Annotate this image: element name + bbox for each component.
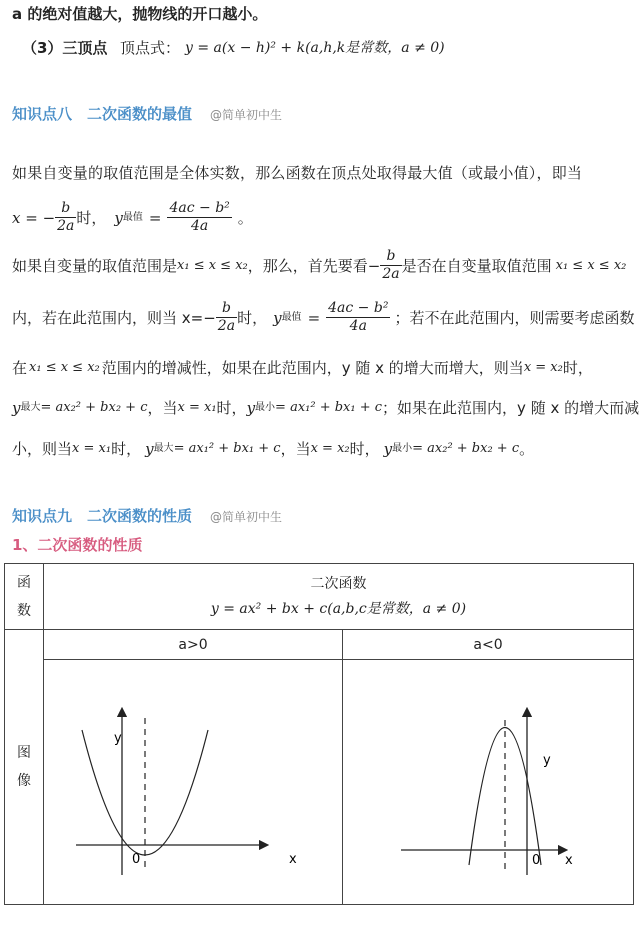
p6-text-b: 时， bbox=[111, 440, 142, 458]
p1-when: 时， bbox=[76, 208, 107, 227]
p6-ymax: y bbox=[145, 440, 154, 458]
p4-range: x₁ ≤ x ≤ x₂ bbox=[29, 360, 100, 375]
function-title: 二次函数 bbox=[310, 575, 367, 592]
p2-fraction-b-2a: $\frac{b}{2a}$ bbox=[382, 248, 400, 282]
table-row bbox=[5, 630, 634, 660]
subsection-heading: 1、二次函数的性质 bbox=[12, 536, 143, 554]
p1-y-sub: 最值 bbox=[122, 211, 143, 223]
p5-ymax: y bbox=[12, 399, 21, 417]
p1-end: 。 bbox=[237, 208, 253, 227]
p5-ymax-sub: 最大 bbox=[20, 402, 41, 413]
p5-f2: = ax₁² + bx₁ + c bbox=[275, 400, 383, 415]
p2-text-c: 是否在自变量取值范围 bbox=[401, 256, 552, 275]
parabola-upward-graph bbox=[44, 660, 342, 900]
p6-text-e: 。 bbox=[519, 440, 535, 458]
origin-label: 0 bbox=[532, 853, 541, 868]
table-row bbox=[5, 660, 634, 905]
function-definition-cell bbox=[44, 564, 634, 630]
paragraph-1: 如果自变量的取值范围是全体实数，那么函数在顶点处取得最大值（或最小值），即当 bbox=[12, 164, 583, 182]
function-formula: y = ax² + bx + c(a,b,c是常数，a ≠ 0) bbox=[210, 600, 467, 617]
y-label: y bbox=[114, 731, 122, 746]
p3-y: y bbox=[273, 308, 282, 327]
p3-text-a: 内，若在此范围内，则当 x=− bbox=[12, 308, 216, 327]
p1-eq: = bbox=[148, 208, 162, 227]
paragraph-1-formula bbox=[12, 200, 253, 235]
column-header-a-negative: a<0 bbox=[343, 630, 634, 660]
properties-table bbox=[4, 563, 634, 905]
paragraph-4 bbox=[12, 356, 593, 380]
paragraph-2 bbox=[12, 248, 626, 283]
p3-y-sub: 最值 bbox=[281, 311, 302, 323]
p6-ymin: y bbox=[383, 440, 393, 458]
section9-heading bbox=[12, 505, 282, 526]
p5-ymin: y bbox=[246, 399, 256, 417]
p6-text-c: ，当 bbox=[280, 440, 311, 458]
p5-ymin-sub: 最小 bbox=[255, 402, 276, 413]
p5-f1: = ax₂² + bx₂ + c bbox=[40, 400, 148, 415]
p4-x2: x = x₂ bbox=[523, 360, 563, 375]
p2-range2: x₁ ≤ x ≤ x₂ bbox=[555, 257, 627, 273]
p4-text-c: 时， bbox=[562, 359, 593, 377]
vertex-formula-label: 顶点式： bbox=[120, 39, 181, 57]
p6-f1: = ax₁² + bx₁ + c bbox=[173, 441, 281, 456]
p1-fraction-b-2a: $\frac{b}{2a}$ bbox=[57, 200, 75, 234]
graph-cell-negative bbox=[343, 660, 634, 905]
p5-text-c: ；如果在此范围内，y 随 x 的增大而减 bbox=[382, 399, 640, 417]
column-header-a-positive: a>0 bbox=[44, 630, 343, 660]
section8-brand: @简单初中生 bbox=[210, 108, 283, 122]
p4-text-b: 范围内的增减性，如果在此范围内，y 随 x 的增大而增大，则当 bbox=[101, 359, 524, 377]
p3-text-c: ；若不在此范围内，则需要考虑函数 bbox=[394, 308, 635, 327]
p3-text-b: 时， bbox=[237, 308, 268, 327]
paragraph-6 bbox=[12, 437, 534, 461]
graph-cell-positive bbox=[44, 660, 343, 905]
p6-text-a: 小，则当 bbox=[12, 440, 73, 458]
p5-text-a: ，当 bbox=[147, 399, 178, 417]
paragraph-5 bbox=[12, 396, 639, 420]
p5-text-b: 时， bbox=[216, 399, 247, 417]
p3-fraction-extreme: $\frac{\text{4ac − b²}}{4a}$ bbox=[328, 300, 389, 334]
p6-ymax-sub: 最大 bbox=[153, 443, 174, 454]
p2-neg: − bbox=[367, 256, 381, 275]
p6-x1: x = x₁ bbox=[72, 441, 112, 456]
table-row bbox=[5, 564, 634, 630]
section8-heading bbox=[12, 103, 282, 124]
x-label: x bbox=[565, 853, 573, 868]
p4-text-a: 在 bbox=[12, 359, 28, 377]
section8-title: 知识点八 二次函数的最值 bbox=[12, 105, 193, 123]
p6-x2: x = x₂ bbox=[310, 441, 350, 456]
p1-y: y bbox=[114, 208, 123, 227]
section9-brand: @简单初中生 bbox=[210, 510, 283, 524]
parabola-downward-graph bbox=[343, 660, 633, 900]
p2-text-b: ，那么，首先要看 bbox=[247, 256, 368, 275]
x-label: x bbox=[289, 852, 297, 867]
p5-x1: x = x₁ bbox=[177, 400, 217, 415]
vertex-formula: y = a(x − h)² + k(a,h,k是常数，a ≠ 0) bbox=[185, 40, 445, 56]
y-label: y bbox=[543, 753, 551, 768]
paragraph-3 bbox=[12, 300, 634, 335]
p2-text-a: 如果自变量的取值范围是 bbox=[12, 256, 178, 275]
p1-x-eq: x = − bbox=[12, 208, 56, 227]
text-line-opening-size: a 的绝对值越大，抛物线的开口越小。 bbox=[12, 5, 268, 23]
row-label-graph: 图 像 bbox=[5, 630, 44, 905]
vertex-label: （3）三顶点 bbox=[22, 39, 108, 57]
p6-f2: = ax₂² + bx₂ + c bbox=[412, 441, 520, 456]
p2-range: x₁ ≤ x ≤ x₂ bbox=[177, 257, 248, 273]
p6-text-d: 时， bbox=[349, 440, 380, 458]
section9-title: 知识点九 二次函数的性质 bbox=[12, 507, 193, 525]
p3-fraction-b-2a: $\frac{b}{2a}$ bbox=[217, 300, 236, 334]
row-label-function: 函 数 bbox=[5, 564, 44, 630]
parabola-curve bbox=[82, 730, 208, 855]
p1-fraction-extreme: $\frac{\text{4ac − b²}}{4a}$ bbox=[169, 200, 230, 234]
p3-eq: = bbox=[307, 308, 321, 327]
origin-label: 0 bbox=[132, 852, 141, 867]
p6-ymin-sub: 最小 bbox=[392, 443, 413, 454]
